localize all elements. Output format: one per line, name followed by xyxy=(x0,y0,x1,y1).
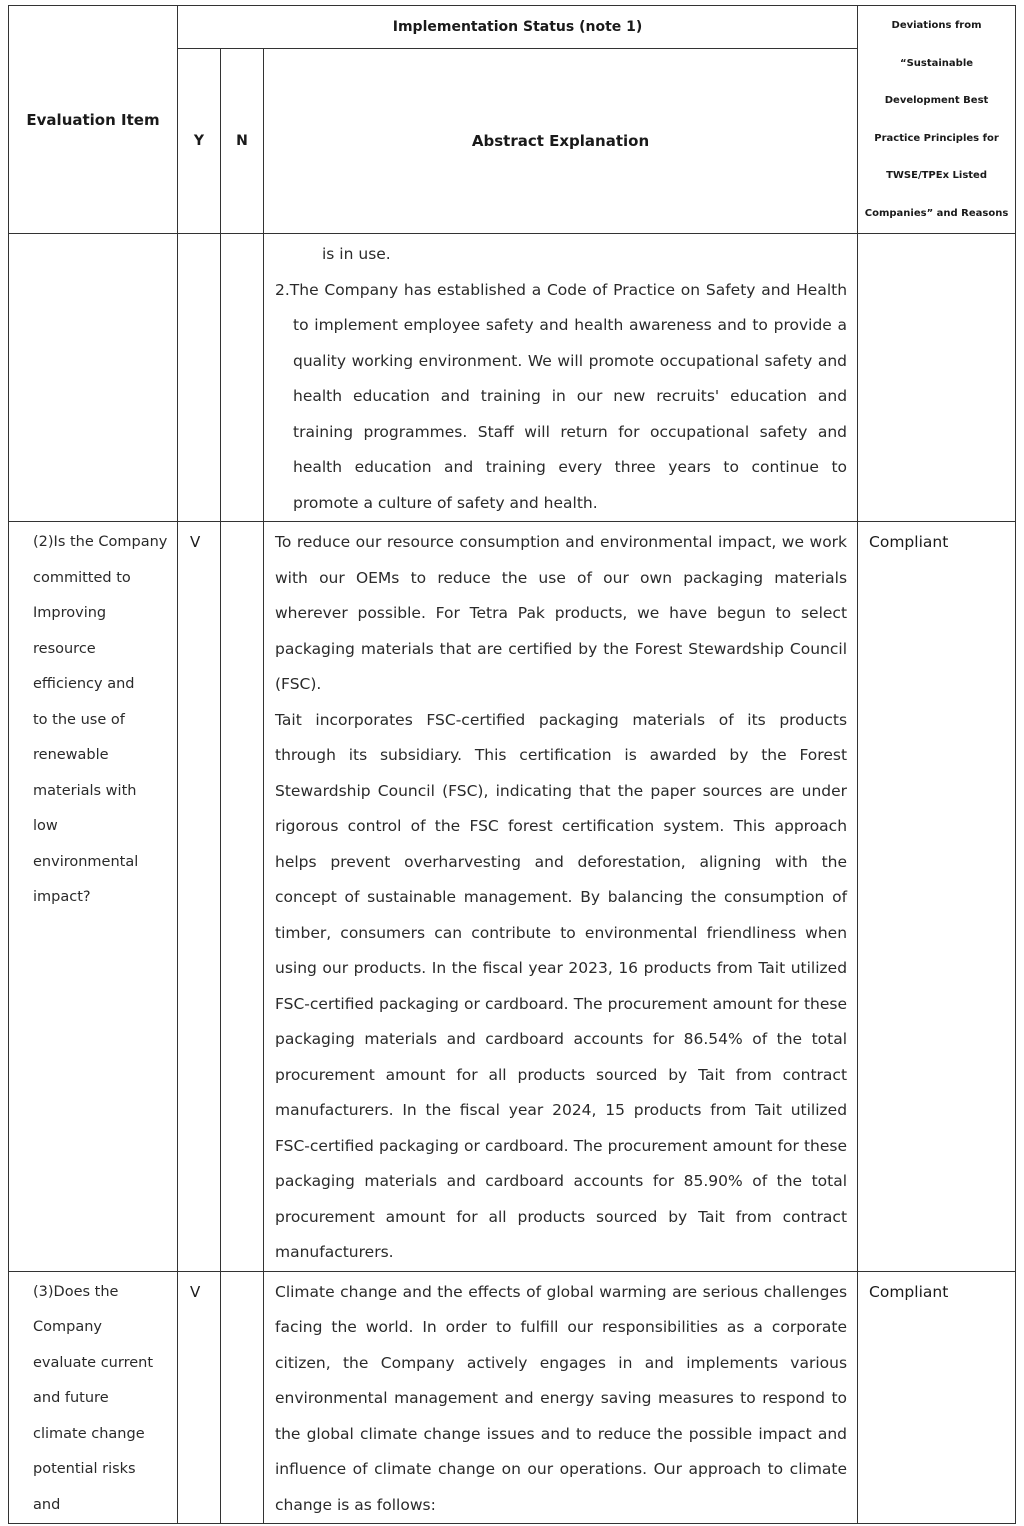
evaluation-item-line: Improving xyxy=(33,605,107,621)
header-abstract-explanation: Abstract Explanation xyxy=(264,49,858,234)
evaluation-item-line: low xyxy=(33,818,58,834)
deviation-cell: Compliant xyxy=(858,1271,1016,1524)
evaluation-item-line: materials with xyxy=(33,782,137,799)
evaluation-item-line: climate change xyxy=(33,1425,145,1442)
evaluation-item-line: environmental xyxy=(33,853,139,870)
header-y: Y xyxy=(178,49,221,234)
explanation-paragraph: 2.The Company has established a Code of Practice on Safety and Health to implement employee safety and health awareness and to provide a quality working environment. We will promote occupational safety and health education and training in our new recruits' education and training programmes. Staff will return for occupational safety and health education and training every three years to continue to promote a culture of safety and health. xyxy=(275,280,848,512)
deviations-line: Practice Principles for xyxy=(874,132,999,144)
evaluation-item-line: resource xyxy=(33,640,96,657)
explanation-paragraph: is in use. xyxy=(322,245,391,263)
evaluation-item-line: (3)Does the xyxy=(33,1283,119,1300)
table-row xyxy=(9,522,1016,1272)
n-mark-cell xyxy=(221,522,264,1272)
header-evaluation-item: Evaluation Item xyxy=(9,6,178,234)
evaluation-item-cell xyxy=(9,1271,178,1524)
evaluation-item-line: impact? xyxy=(33,889,91,905)
explanation-paragraph: Tait incorporates FSC-certified packaging materials of its products through its subsidiary. This certification is awarded by the Forest Stewardship Council (FSC), indicating that the paper sources are under rigorous control of the FSC forest certification system. This approach helps prevent overharvesting and deforestation, aligning with the concept of sustainable management. By balancing the consumption of timber, consumers can contribute to environmental friendliness when using our products. In the fiscal year 2023, 16 products from Tait utilized FSC-certified packaging or cardboard. The procurement amount for these packaging materials and cardboard accounts for 86.54% of the total procurement amount for all products sourced by Tait from contract manufacturers. In the fiscal year 2024, 15 products from Tait utilized FSC-certified packaging or cardboard. The procurement amount for these packaging materials and cardboard accounts for 85.90% of the total procurement amount for all products sourced by Tait from contract manufacturers. xyxy=(275,710,848,1261)
evaluation-item-line: and xyxy=(33,1496,61,1513)
header-row-1 xyxy=(9,6,1016,49)
y-mark-cell xyxy=(178,234,221,522)
evaluation-item-cell xyxy=(9,522,178,1272)
table-row xyxy=(9,234,1016,522)
evaluation-item-line: to the use of xyxy=(33,711,125,728)
evaluation-item-line: committed to xyxy=(33,569,131,586)
evaluation-item-line: (2)Is the Company xyxy=(33,534,168,550)
y-mark-cell: V xyxy=(178,522,221,1272)
deviations-line: Development Best xyxy=(884,95,989,106)
table-row xyxy=(9,1271,1016,1524)
explanation-paragraph: Climate change and the effects of global warming are serious challenges facing the world. In order to fulfill our responsibilities as a corporate citizen, the Company actively engages in and implements various environmental management and energy saving measures to respond to the global climate change issues and to reduce the possible impact and influence of climate change on our operations. Our approach to climate change is as follows: xyxy=(275,1282,848,1514)
deviations-line: “Sustainable xyxy=(900,57,974,69)
evaluation-item-line: efficiency and xyxy=(33,676,135,692)
header-deviations xyxy=(858,6,1016,234)
evaluation-table xyxy=(8,5,1016,1524)
deviations-line: Deviations from xyxy=(891,20,982,31)
deviation-cell: Compliant xyxy=(858,522,1016,1272)
evaluation-item-cell xyxy=(9,234,178,522)
evaluation-item-line: evaluate current xyxy=(33,1354,154,1371)
deviations-line: TWSE/TPEx Listed xyxy=(886,170,987,181)
header-n: N xyxy=(221,49,264,234)
explanation-cell xyxy=(264,522,858,1272)
deviations-line: Companies” and Reasons xyxy=(864,207,1009,219)
evaluation-item-line: renewable xyxy=(33,747,109,763)
header-implementation-status: Implementation Status (note 1) xyxy=(178,6,858,49)
deviation-cell xyxy=(858,234,1016,522)
explanation-cell xyxy=(264,234,858,522)
y-mark-cell: V xyxy=(178,1271,221,1524)
evaluation-item-line: and future xyxy=(33,1390,109,1406)
evaluation-item-line: Company xyxy=(33,1319,102,1335)
evaluation-item-line: potential risks xyxy=(33,1461,136,1477)
n-mark-cell xyxy=(221,234,264,522)
n-mark-cell xyxy=(221,1271,264,1524)
explanation-cell xyxy=(264,1271,858,1524)
explanation-paragraph: To reduce our resource consumption and environmental impact, we work with our OEMs to reduce the use of our own packaging materials wherever possible. For Tetra Pak products, we have begun to select packaging materials that are certified by the Forest Stewardship Council (FSC). xyxy=(275,533,848,693)
